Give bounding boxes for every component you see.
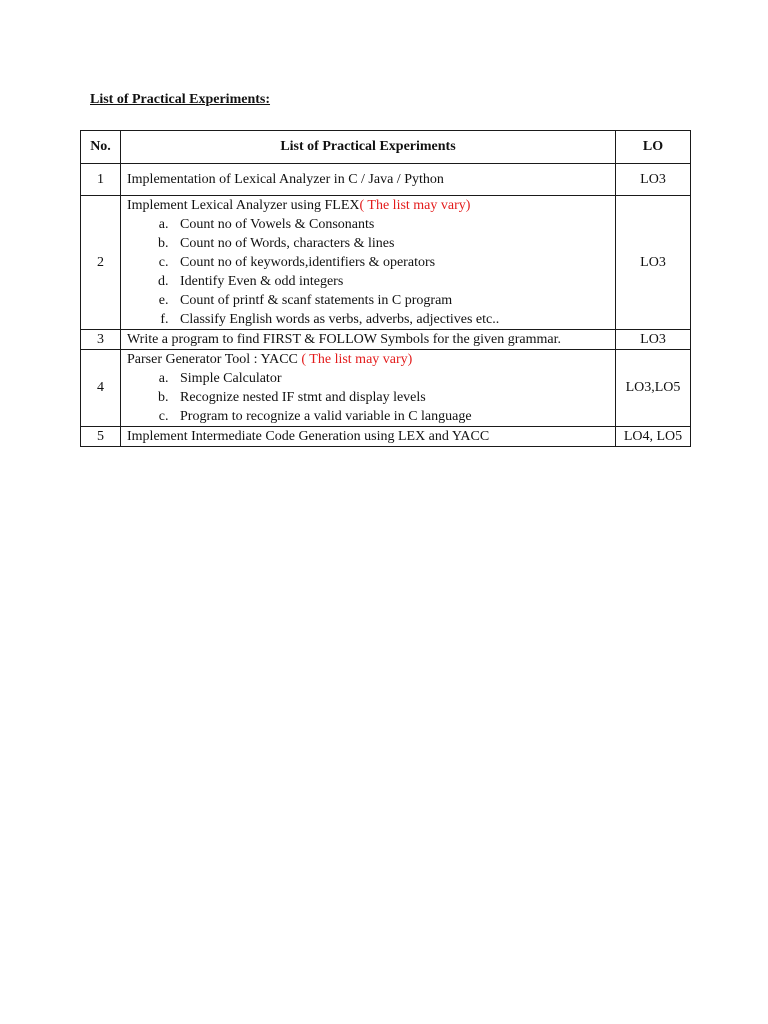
row-number: 5 (81, 427, 121, 447)
experiment-title: Write a program to find FIRST & FOLLOW Symbols for the given grammar. (127, 332, 562, 347)
experiment-description (121, 164, 616, 196)
vary-note: ( The list may vary) (301, 352, 413, 367)
experiment-title: Implement Intermediate Code Generation using LEX and YACC (127, 429, 490, 444)
header-no: No. (81, 131, 121, 164)
experiment-description (121, 196, 616, 330)
sub-experiment-item: d. Identify Even & odd integers (172, 272, 609, 291)
experiments-table (80, 130, 691, 447)
row-number: 3 (81, 330, 121, 350)
table-row (81, 427, 691, 447)
table-row (81, 196, 691, 330)
sub-experiment-item: b. Count no of Words, characters & lines (172, 234, 609, 253)
sub-experiment-list (127, 215, 609, 329)
sub-experiment-item: f. Classify English words as verbs, adverbs, adjectives etc.. (172, 310, 609, 329)
experiment-description (121, 330, 616, 350)
learning-outcome: LO3 (616, 164, 691, 196)
learning-outcome: LO3 (616, 196, 691, 330)
experiment-title: Parser Generator Tool : YACC (127, 352, 302, 367)
experiment-title: Implement Lexical Analyzer using FLEX (127, 198, 360, 213)
experiment-title: Implementation of Lexical Analyzer in C / Java / Python (127, 171, 444, 187)
sub-experiment-list (127, 369, 609, 426)
vary-note: ( The list may vary) (359, 198, 471, 213)
header-lo: LO (616, 131, 691, 164)
learning-outcome: LO3 (616, 330, 691, 350)
table-row (81, 164, 691, 196)
experiment-description (121, 427, 616, 447)
page-title: List of Practical Experiments: (90, 92, 271, 107)
row-number: 4 (81, 350, 121, 427)
sub-experiment-item: c. Program to recognize a valid variable in C language (172, 407, 609, 426)
sub-experiment-item: e. Count of printf & scanf statements in C program (172, 291, 609, 310)
sub-experiment-item: a. Simple Calculator (172, 369, 609, 388)
table-row (81, 350, 691, 427)
table-row (81, 330, 691, 350)
header-experiments: List of Practical Experiments (121, 131, 616, 164)
learning-outcome: LO3,LO5 (616, 350, 691, 427)
experiment-description (121, 350, 616, 427)
learning-outcome: LO4, LO5 (616, 427, 691, 447)
sub-experiment-item: a. Count no of Vowels & Consonants (172, 215, 609, 234)
row-number: 2 (81, 196, 121, 330)
table-header-row (81, 131, 691, 164)
sub-experiment-item: b. Recognize nested IF stmt and display levels (172, 388, 609, 407)
row-number: 1 (81, 164, 121, 196)
sub-experiment-item: c. Count no of keywords,identifiers & operators (172, 253, 609, 272)
